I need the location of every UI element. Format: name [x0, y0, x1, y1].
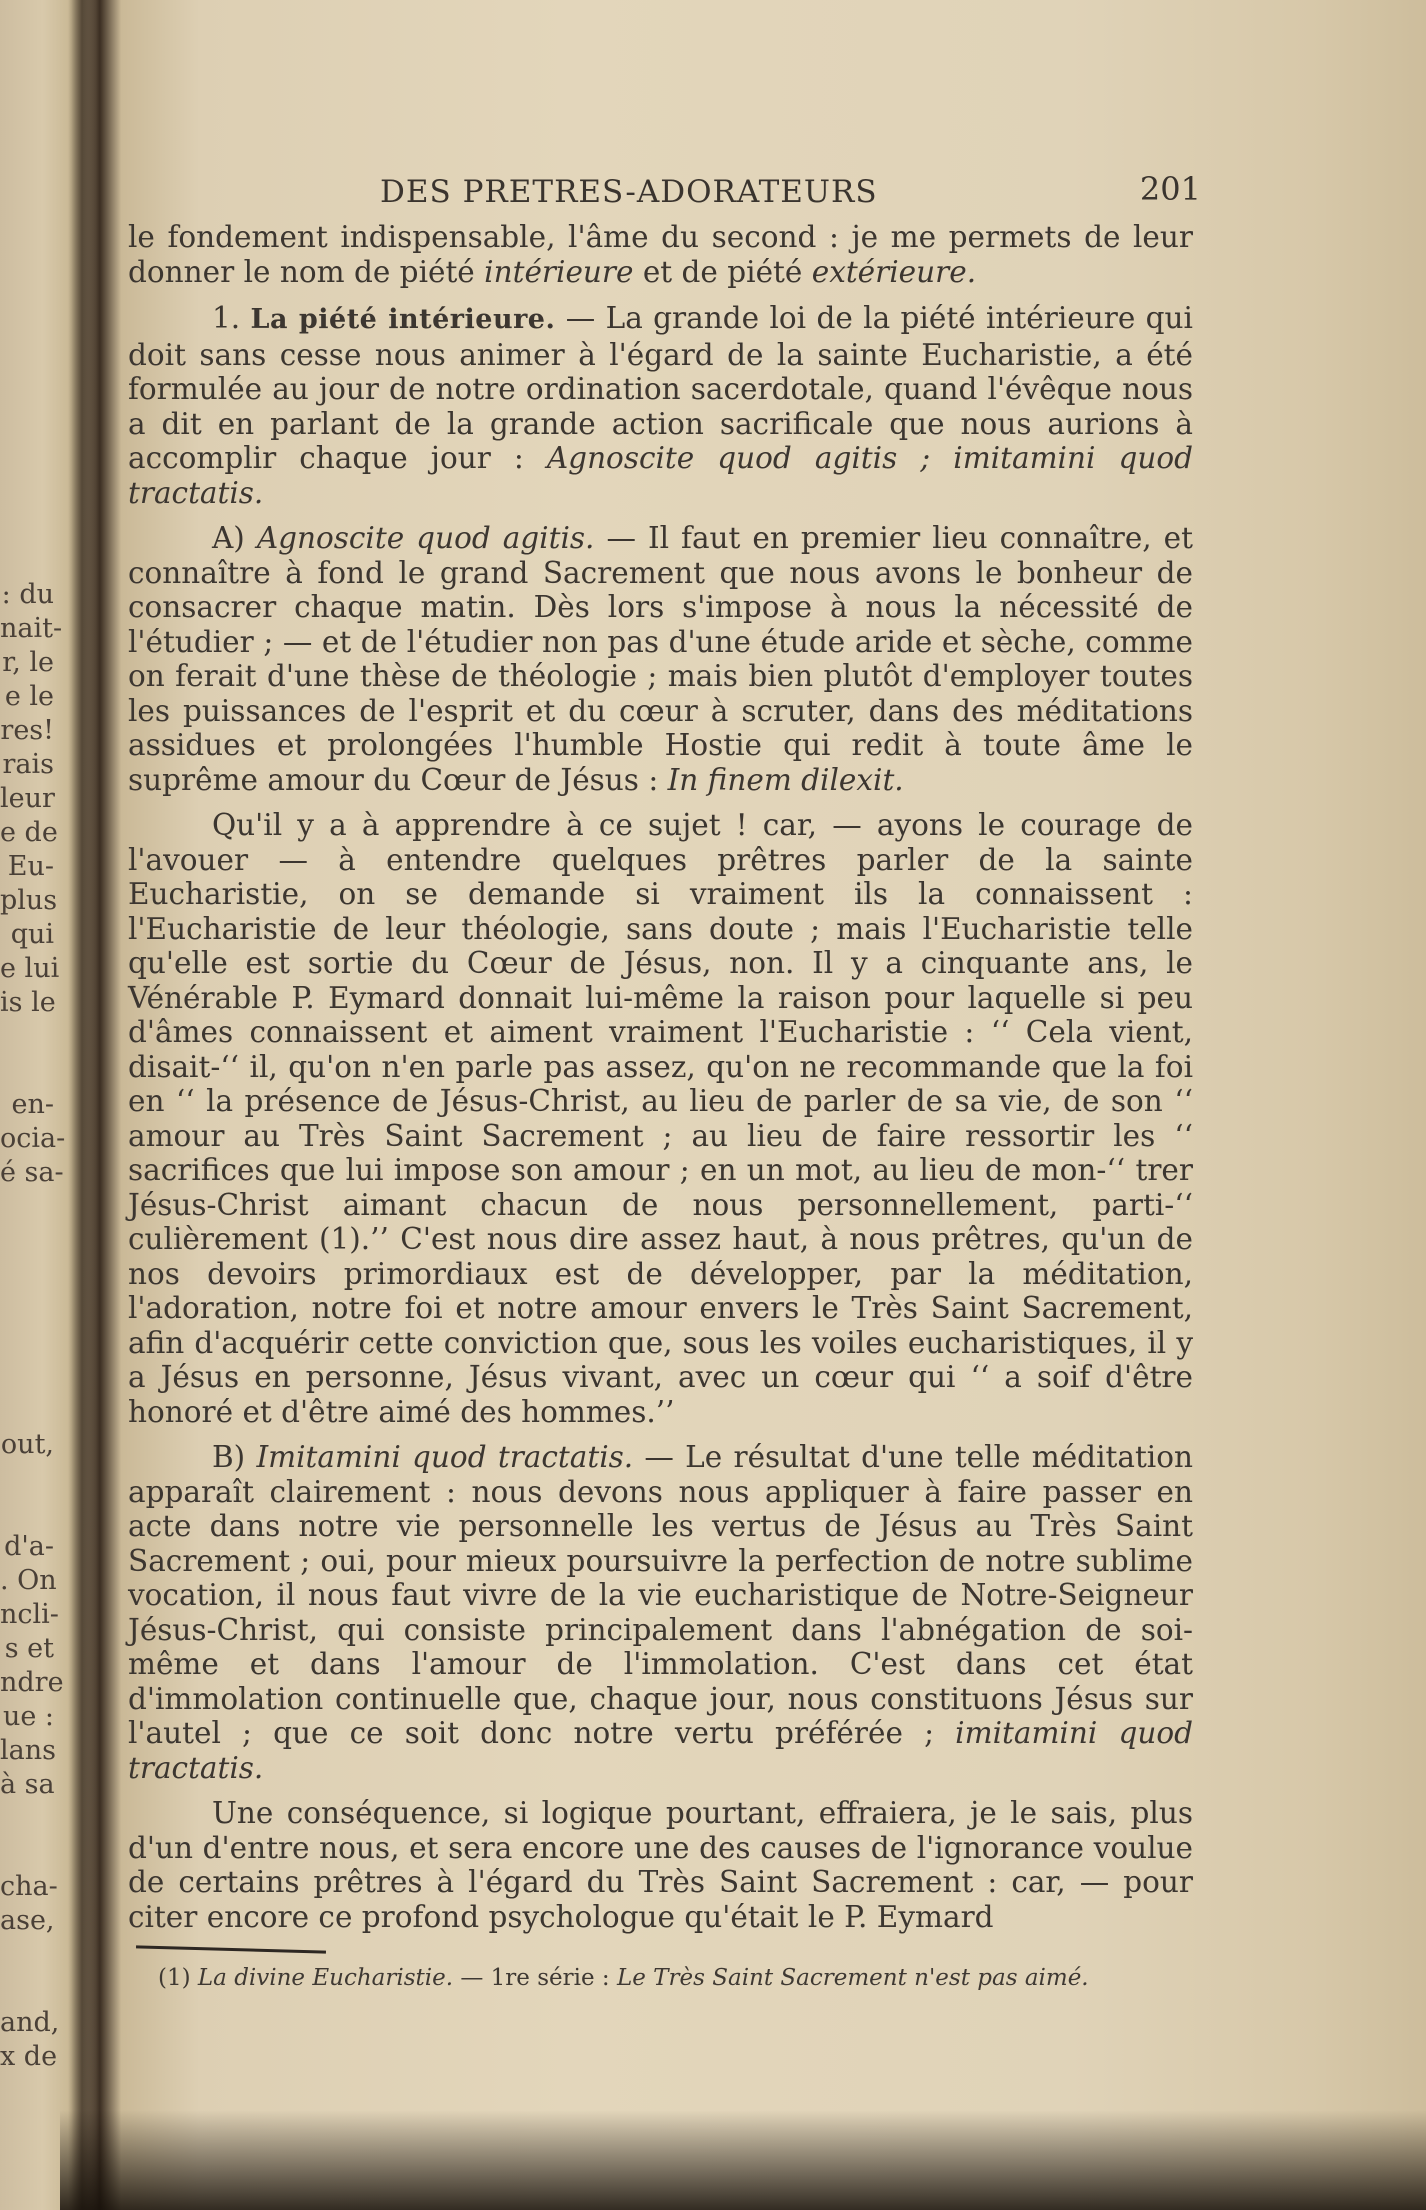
page-number: 201	[1139, 170, 1201, 208]
left-page-fragment: and,	[0, 2007, 60, 2038]
text-run: — 1re série :	[453, 1965, 617, 1991]
left-page-fragment: ocia-	[0, 1123, 66, 1154]
italic-run: imitamini quod tractatis.	[128, 1716, 1193, 1785]
left-page-fragment: is le	[0, 987, 56, 1018]
text-run: le fondement indispensable, l'âme du second : je me permets de leur donner le nom de piété	[128, 220, 1193, 289]
left-page-fragment: nait-	[0, 613, 63, 644]
italic-run: Agnoscite quod agitis ; imitamini quod tractatis.	[128, 441, 1193, 510]
left-page-fragment	[0, 1020, 74, 1054]
paragraph-imitamini	[128, 1440, 1193, 1785]
paragraph-intro	[128, 220, 1193, 289]
left-page-fragment	[0, 1326, 74, 1360]
right-page	[128, 162, 1201, 1993]
text-run: — Il faut en premier lieu connaître, et connaître à fond le grand Sacrement que nous avons le bonheur de consacrer chaque matin. Dès lors s'impose à nous la nécessité de l'étudier ; — et de l'étudier non pas d'une étude aride et sèche, comme on ferait d'une thèse de théologie ; mais bien plutôt d'employer toutes les puissances de l'esprit et du cœur à scruter, dans des méditations assidues et prolongées l'humble Hostie qui redit à toute âme le suprême amour du Cœur de Jésus :	[128, 521, 1193, 797]
left-page-fragment: s et	[4, 1633, 54, 1664]
left-page-fragment	[0, 1938, 74, 1972]
left-page-fragment: ncli-	[0, 1599, 59, 1630]
italic-run: Imitamini quod tractatis.	[256, 1440, 634, 1474]
text-run: et de piété	[633, 254, 812, 289]
footnote	[128, 1963, 1193, 1993]
left-page-margin	[0, 0, 74, 2210]
italic-run: In finem dilexit.	[667, 762, 904, 797]
left-page-fragment: x de	[0, 2041, 58, 2072]
left-page-fragment: e le	[4, 681, 54, 712]
subsection-label: A)	[212, 521, 257, 555]
left-page-fragment: en-	[11, 1089, 54, 1120]
left-page-fragment	[0, 1972, 74, 2006]
bottom-shadow	[60, 2110, 1426, 2210]
left-page-fragment	[0, 1836, 74, 1870]
section-heading: La piété intérieure.	[250, 304, 556, 335]
running-header-title: DES PRETRES-ADORATEURS	[380, 174, 878, 210]
left-page-fragment: : du	[1, 579, 54, 610]
left-page-fragment	[0, 1190, 74, 1224]
paragraph-eymard-quote	[128, 808, 1193, 1429]
text-run: — Le résultat d'une telle méditation apparaît clairement : nous devons nous appliquer à faire passer en acte dans notre vie personnelle les vertus de Jésus au Très Saint Sacrement ; oui, pour mieux poursuivre la perfection de notre sublime vocation, il nous faut vivre de la vie eucharistique de Notre-Seigneur Jésus-Christ, qui consiste principalement dans l'abnégation de soi-même et dans l'amour de l'immolation. C'est dans cet état d'immolation continuelle que, chaque jour, nous constituons Jésus sur l'autel ; que ce soit donc notre vertu préférée ;	[128, 1440, 1193, 1750]
left-page-fragment	[0, 1292, 74, 1326]
left-page-fragment: e lui	[0, 953, 60, 984]
italic-run: Le Très Saint Sacrement n'est pas aimé.	[616, 1965, 1089, 1991]
left-page-fragment	[0, 1394, 74, 1428]
left-page-fragment: plus	[0, 885, 58, 916]
left-page-fragment: rais	[2, 749, 54, 780]
left-page-fragment	[0, 1054, 74, 1088]
left-page-fragment	[0, 1462, 74, 1496]
italic-run: Agnoscite quod agitis.	[256, 521, 595, 555]
left-page-fragment: r, le	[2, 647, 54, 678]
left-page-fragment: ue :	[2, 1701, 54, 1732]
subsection-label: B)	[212, 1440, 257, 1474]
left-page-fragment	[0, 1802, 74, 1836]
section-number: 1.	[212, 301, 241, 335]
left-page-fragment: cha-	[0, 1871, 58, 1902]
left-page-fragment	[0, 1258, 74, 1292]
left-page-fragment: lans	[0, 1735, 56, 1766]
italic-run: extérieure.	[811, 254, 977, 289]
paragraph-interior-piety	[128, 301, 1193, 510]
left-page-fragment: . On	[0, 1565, 57, 1596]
body-text	[128, 220, 1193, 1934]
paragraph-consequence	[128, 1796, 1193, 1934]
italic-run: La divine Eucharistie.	[197, 1965, 454, 1991]
left-page-fragment: e de	[0, 817, 58, 848]
text-run: — La grande loi de la piété intérieure qui doit sans cesse nous animer à l'égard de la sainte Eucharistie, a été formulée au jour de notre ordination sacerdotale, quand l'évêque nous a dit en parlant de la grande action sacrificale que nous aurions à accomplir chaque jour :	[128, 301, 1193, 475]
left-page-fragment: out,	[0, 1429, 54, 1460]
left-page-fragment: ase,	[0, 1905, 55, 1936]
left-page-fragments	[0, 578, 74, 2074]
left-page-fragment: res!	[0, 715, 54, 746]
left-page-fragment	[0, 1496, 74, 1530]
left-page-fragment: Eu-	[7, 851, 54, 882]
text-run: Qu'il y a à apprendre à ce sujet ! car, — ayons le courage de l'avouer — à entendre quelques prêtres parler de la sainte Eucharistie, on se demande si vraiment ils la connaissent : l'Eucharistie de leur théologie, sans doute ; mais l'Eucharistie telle qu'elle est sortie du Cœur de Jésus, non. Il y a cinquante ans, le Vénérable P. Eymard donnait lui-même la raison pour laquelle si peu d'âmes connaissent et aiment vraiment l'Eucharistie : ‘‘ Cela vient, disait-‘‘ il, qu'on n'en parle pas assez, qu'on ne recommande que la foi en ‘‘ la présence de Jésus-Christ, au lieu de parler de sa vie, de son ‘‘ amour au Très Saint Sacrement ; au lieu de faire ressortir les ‘‘ sacrifices que lui impose son amour ; en un mot, au lieu de mon-‘‘ trer Jésus-Christ aimant chacun de nous personnellement, parti-‘‘ culièrement (1).’’ C'est nous dire assez haut, à nous prêtres, qu'un de nos devoirs primordiaux est de développer, par la méditation, l'adoration, notre foi et notre amour envers le Très Saint Sacrement, afin d'acquérir cette conviction que, sous les voiles eucharistiques, il y a Jésus en personne, Jésus vivant, avec un cœur qui ‘‘ a soif d'être honoré et d'être aimé des hommes.’’	[128, 808, 1193, 1429]
left-page-fragment: é sa-	[0, 1157, 64, 1188]
left-page-fragment: leur	[0, 783, 55, 814]
text-run: Une conséquence, si logique pourtant, effraiera, je le sais, plus d'un d'entre nous, et sera encore une des causes de l'ignorance voulue de certains prêtres à l'égard du Très Saint Sacrement : car, — pour citer encore ce profond psychologue qu'était le P. Eymard	[128, 1796, 1193, 1934]
footnote-marker: (1)	[158, 1965, 198, 1991]
left-page-fragment	[0, 1360, 74, 1394]
left-page-fragment: à sa	[0, 1769, 55, 1800]
paragraph-agnoscite	[128, 521, 1193, 797]
italic-run: intérieure	[484, 254, 634, 289]
left-page-fragment: qui	[10, 919, 54, 950]
running-header	[128, 162, 1201, 214]
left-page-fragment: ndre	[0, 1667, 64, 1698]
footnote-rule	[136, 1945, 326, 1953]
left-page-fragment	[0, 1224, 74, 1258]
left-page-fragment: d'a-	[4, 1531, 54, 1562]
